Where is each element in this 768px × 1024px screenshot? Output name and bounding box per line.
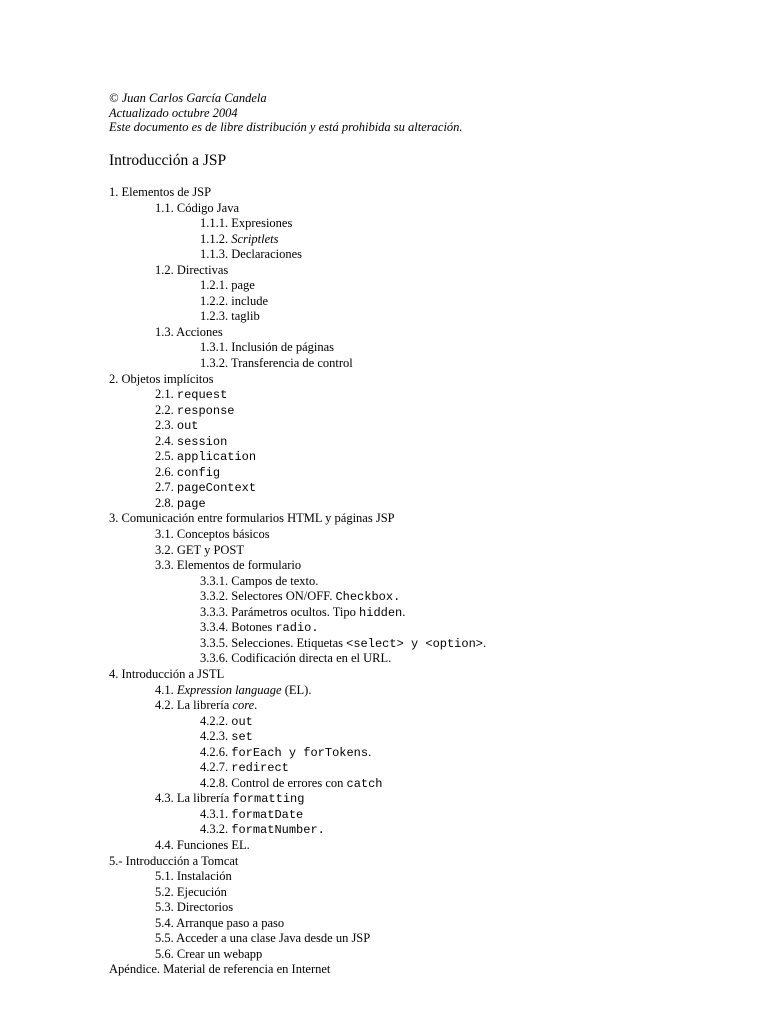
toc-entry-text: 3.3.4. Botones <box>200 620 276 635</box>
toc-entry <box>0 372 768 388</box>
toc-entry-text: Checkbox. <box>335 590 401 605</box>
toc-entry <box>0 294 768 310</box>
toc-entry-text: 4.3.1. <box>200 806 232 821</box>
toc-entry-text: formatDate <box>231 807 304 822</box>
toc-entry-text: 1.2. Directivas <box>155 262 229 277</box>
table-of-contents <box>0 185 768 978</box>
license-line: Este documento es de libre distribución y está prohibida su alteración. <box>109 120 463 135</box>
toc-entry <box>0 185 768 201</box>
toc-entry <box>0 434 768 450</box>
toc-entry <box>0 947 768 963</box>
toc-entry-text: 1.2.3. taglib <box>200 309 260 324</box>
toc-entry <box>0 527 768 543</box>
toc-entry <box>0 854 768 870</box>
toc-entry-text: request <box>176 388 228 403</box>
toc-entry <box>0 403 768 419</box>
toc-entry-text: 2.5. <box>155 449 177 464</box>
toc-entry-text: set <box>231 730 253 745</box>
toc-entry-text: 4.3.2. <box>200 822 232 837</box>
toc-entry-text: . <box>254 698 258 713</box>
toc-entry-text: 2.2. <box>155 402 177 417</box>
toc-entry <box>0 667 768 683</box>
toc-entry <box>0 449 768 465</box>
toc-entry <box>0 543 768 559</box>
toc-entry-text: 1. Elementos de JSP <box>109 185 212 199</box>
toc-entry <box>0 760 768 776</box>
toc-entry-text: URL. <box>363 651 392 666</box>
toc-entry-text: 3.1. Conceptos básicos <box>155 527 270 542</box>
toc-entry-text: hidden <box>359 605 403 620</box>
toc-entry <box>0 340 768 356</box>
toc-entry <box>0 931 768 947</box>
toc-entry-text: core <box>232 698 255 713</box>
toc-entry-text: Scriptlets <box>231 231 279 246</box>
toc-entry-text: 4.1. <box>155 682 177 697</box>
toc-entry <box>0 729 768 745</box>
toc-entry-text: out <box>231 714 253 729</box>
toc-entry-text: Expression language <box>176 682 282 697</box>
toc-entry <box>0 838 768 854</box>
toc-entry <box>0 900 768 916</box>
toc-entry <box>0 636 768 652</box>
toc-entry-text: config <box>176 465 221 480</box>
toc-entry-text: pageContext <box>176 481 257 496</box>
toc-entry <box>0 589 768 605</box>
toc-entry <box>0 807 768 823</box>
toc-entry-text: 2.3. <box>155 418 177 433</box>
toc-entry-text: 2.6. <box>155 464 177 479</box>
toc-entry <box>0 309 768 325</box>
toc-entry <box>0 558 768 574</box>
toc-entry-text: 4.2.7. <box>200 760 232 775</box>
toc-entry <box>0 698 768 714</box>
toc-entry-text: radio. <box>275 621 319 636</box>
toc-entry-text: . <box>368 744 372 759</box>
toc-entry <box>0 776 768 792</box>
toc-entry-text: application <box>176 450 257 465</box>
toc-entry-text: 3.3.6. Codificación directa en el <box>200 651 364 666</box>
toc-entry-text: 2.8. <box>155 495 177 510</box>
toc-entry <box>0 962 768 978</box>
toc-entry <box>0 511 768 527</box>
toc-entry-text: . <box>482 635 487 650</box>
copyright-line: © Juan Carlos García Candela <box>109 91 267 105</box>
toc-entry <box>0 216 768 232</box>
toc-entry-text: 2.7. <box>155 480 177 495</box>
toc-entry-text: 4.2.6. <box>200 744 232 759</box>
toc-entry-text: 5.1. Instalación <box>155 869 232 884</box>
toc-entry <box>0 885 768 901</box>
toc-entry <box>0 356 768 372</box>
toc-entry-text: 1.1.3. Declaraciones <box>200 247 303 262</box>
toc-entry <box>0 465 768 481</box>
toc-entry-text: 5.4. Arranque paso a paso <box>155 915 285 930</box>
toc-entry-text: formatting <box>232 792 305 807</box>
toc-entry-text: 1.2.1. page <box>200 278 255 293</box>
toc-entry <box>0 683 768 699</box>
toc-entry-text: 1.1. Código Java <box>155 200 240 215</box>
toc-entry <box>0 325 768 341</box>
toc-entry-text: out <box>176 419 199 434</box>
toc-entry-text: 3. Comunicación entre formularios HTML y páginas JSP <box>109 511 395 526</box>
toc-entry <box>0 605 768 621</box>
toc-entry <box>0 496 768 512</box>
toc-entry <box>0 651 768 667</box>
toc-entry <box>0 480 768 496</box>
toc-entry-text: 5.3. Directorios <box>155 900 234 915</box>
toc-entry <box>0 418 768 434</box>
toc-entry-text: 3.2. GET y POST <box>155 542 245 557</box>
toc-entry-text: . <box>402 604 406 619</box>
toc-entry-text: 3.3.2. Selectores ON/OFF. <box>200 589 336 604</box>
toc-entry-text: 1.2.2. include <box>200 293 269 308</box>
toc-entry-text: response <box>176 403 235 418</box>
toc-entry-text: catch <box>346 776 383 791</box>
toc-entry-text: 3.3.5. Selecciones. Etiquetas <box>200 635 347 650</box>
toc-entry <box>0 916 768 932</box>
toc-entry-text: 1.3.1. Inclusión de páginas <box>200 340 335 355</box>
toc-entry-text: <select> y <option> <box>346 636 483 651</box>
toc-entry-text: 1.3.2. Transferencia de control <box>200 356 353 371</box>
toc-entry-text: 5.6. Crear un webapp <box>155 946 263 961</box>
toc-entry <box>0 745 768 761</box>
updated-line: Actualizado octubre 2004 <box>109 105 238 120</box>
toc-entry <box>0 278 768 294</box>
toc-entry-text: 4.2.3. <box>200 729 232 744</box>
toc-entry-text: 2.1. <box>155 387 177 402</box>
toc-entry <box>0 247 768 263</box>
toc-entry-text: 4.2.8. Control de errores con <box>200 775 347 790</box>
toc-entry-text: 2.4. <box>155 433 177 448</box>
toc-entry-text: 4.3. La librería <box>155 791 233 806</box>
toc-entry-text: forEach y forTokens <box>231 745 369 760</box>
document-title: Introducción a JSP <box>109 152 227 169</box>
toc-entry-text: 4.2.2. <box>200 713 232 728</box>
toc-entry <box>0 201 768 217</box>
toc-entry <box>0 869 768 885</box>
toc-entry-text: 3.3. Elementos de formulario <box>155 558 302 573</box>
toc-entry-text: 2. Objetos implícitos <box>109 371 214 386</box>
toc-entry <box>0 574 768 590</box>
toc-entry-text: 4. Introducción a JSTL <box>109 666 225 681</box>
toc-entry <box>0 822 768 838</box>
toc-entry-text: 5.2. Ejecución <box>155 884 227 899</box>
toc-entry-text: session <box>176 434 228 449</box>
toc-entry-text: 3.3.1. Campos de texto. <box>200 573 319 588</box>
document-header <box>109 91 463 135</box>
toc-entry-text: page <box>176 496 206 511</box>
toc-entry-text: (EL). <box>281 682 312 697</box>
toc-entry-text: redirect <box>231 761 289 776</box>
toc-entry-text: Apéndice. Material de referencia en Internet <box>109 962 331 977</box>
toc-entry <box>0 714 768 730</box>
toc-entry-text: 5.5. Acceder a una clase Java desde un JSP <box>155 931 371 946</box>
toc-entry-text: 1.1.2. <box>200 231 232 246</box>
toc-entry <box>0 232 768 248</box>
toc-entry <box>0 263 768 279</box>
toc-entry <box>0 791 768 807</box>
toc-entry-text: 5.- Introducción a Tomcat <box>109 853 239 868</box>
toc-entry-text: 3.3.3. Parámetros ocultos. Tipo <box>200 604 360 619</box>
toc-entry-text: 1.1.1. Expresiones <box>200 216 293 231</box>
toc-entry <box>0 620 768 636</box>
toc-entry-text: 4.2. La librería <box>155 698 233 713</box>
toc-entry-text: 4.4. Funciones EL. <box>155 837 250 852</box>
toc-entry-text: formatNumber. <box>231 823 325 838</box>
toc-entry-text: 1.3. Acciones <box>155 324 223 339</box>
toc-entry <box>0 387 768 403</box>
